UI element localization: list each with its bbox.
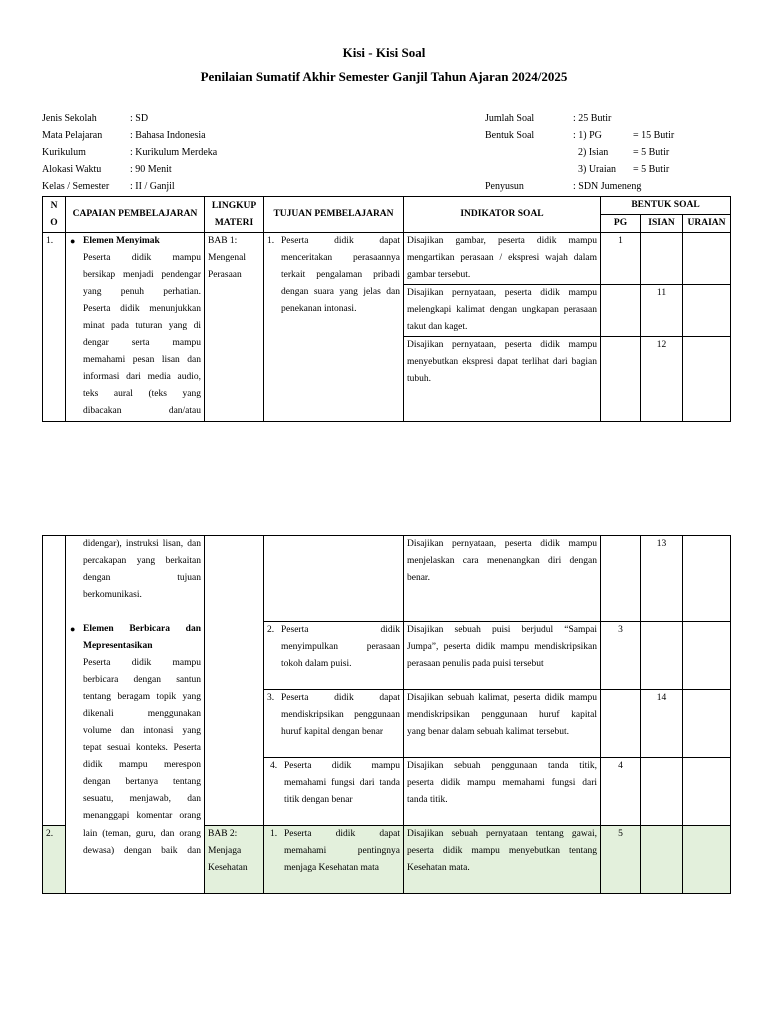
cell-isian xyxy=(641,622,683,690)
header-bentuk-soal: BENTUK SOAL xyxy=(601,197,731,215)
cell-tujuan xyxy=(264,826,404,894)
document-title: Kisi - Kisi Soal xyxy=(342,45,426,60)
cell-tujuan xyxy=(264,536,404,622)
info-value: = 15 Butir xyxy=(633,130,675,141)
header-lingkup: LINGKUP MATERI xyxy=(205,197,264,233)
tp-line: Peserta didik mampu xyxy=(284,761,400,771)
cell-uraian xyxy=(683,758,731,826)
info-value: : Bahasa Indonesia xyxy=(130,130,206,141)
tp-line: Peserta didik dapat xyxy=(281,693,400,703)
info-label: Bentuk Soal xyxy=(485,130,535,141)
info-value: : 1) PG xyxy=(573,130,602,141)
info-value: 3) Uraian xyxy=(578,164,617,175)
indikator-line: mengartikan perasaan / ekspresi wajah dalam xyxy=(407,253,597,263)
info-row xyxy=(42,178,442,195)
indikator-line: takut dan kaget. xyxy=(407,322,468,332)
tp-number: 4. xyxy=(270,761,278,771)
cell-tujuan xyxy=(264,758,404,826)
lingkup-line: Menjaga xyxy=(208,846,242,856)
tp-line: menceritakan perasaannya xyxy=(281,253,400,263)
lingkup-line: Kesehatan xyxy=(208,863,248,873)
document-subtitle: Penilaian Sumatif Akhir Semester Ganjil Tahun Ajaran 2024/2025 xyxy=(200,69,568,84)
info-row xyxy=(485,110,735,127)
header-indikator: INDIKATOR SOAL xyxy=(404,197,601,233)
cp-line: bersikap menjadi pendengar xyxy=(83,270,201,280)
cp-line: tepat sesuai konteks. Peserta xyxy=(83,743,201,753)
cell-indikator xyxy=(404,758,601,826)
tp-line: Peserta didik dapat xyxy=(281,236,400,246)
indikator-line: peserta didik mampu memahami fungsi dari xyxy=(407,778,597,788)
tp-number: 3. xyxy=(267,693,275,703)
cell-lingkup xyxy=(205,826,264,894)
info-row xyxy=(485,144,735,161)
indikator-line: menjelaskan cara menenangkan diri dengan xyxy=(407,556,597,566)
cp-line: didengar), instruksi lisan, dan xyxy=(83,539,201,549)
cell-no: 2. xyxy=(43,826,66,894)
indikator-line: benar. xyxy=(407,573,430,583)
info-row xyxy=(485,178,735,195)
cp-line: tentang beragam topik yang xyxy=(83,692,201,702)
cp-line: berbicara dengan santun xyxy=(83,675,201,685)
cell-indikator xyxy=(404,285,601,337)
indikator-line: peserta didik mampu menyebutkan tentang xyxy=(407,846,597,856)
info-label: Alokasi Waktu xyxy=(42,164,102,175)
cp-line: berkomunikasi. xyxy=(83,590,142,600)
cell-isian xyxy=(641,758,683,826)
cell-tujuan xyxy=(264,233,404,422)
indikator-line: Disajikan sebuah pernyataan tentang gawai, xyxy=(407,829,597,839)
info-right-block xyxy=(485,110,735,195)
cp-line: minat pada tuturan yang di xyxy=(83,321,201,331)
cp-line: yang penuh perhatian. xyxy=(83,287,201,297)
header-uraian: URAIAN xyxy=(683,215,731,233)
cell-indikator xyxy=(404,233,601,285)
cell-isian: 12 xyxy=(641,337,683,422)
kisi-table-row-2 xyxy=(42,825,731,894)
tp-line: Peserta didik dapat xyxy=(284,829,400,839)
info-row xyxy=(42,144,442,161)
cell-capaian xyxy=(66,826,205,894)
cell-no: 1. xyxy=(43,233,66,422)
cell-uraian xyxy=(683,826,731,894)
cell-uraian xyxy=(683,622,731,690)
cp-line: volume dan intonasi yang xyxy=(83,726,201,736)
indikator-line: Disajikan sebuah puisi berjudul “Sampai xyxy=(407,625,597,635)
info-label: Kelas / Semester xyxy=(42,181,110,192)
tp-line: menjaga Kesehatan mata xyxy=(284,863,379,873)
cell-uraian xyxy=(683,536,731,622)
lingkup-line: Mengenal xyxy=(208,253,246,263)
indikator-line: Disajikan gambar, peserta didik mampu xyxy=(407,236,597,246)
cell-capaian xyxy=(66,233,205,422)
header-no: N O xyxy=(43,197,66,233)
cp-line: percakapan yang berkaitan xyxy=(83,556,201,566)
tp-number: 1. xyxy=(267,236,275,246)
info-row xyxy=(485,127,735,144)
lingkup-line: BAB 1: xyxy=(208,236,238,246)
cell-lingkup xyxy=(205,233,264,422)
info-label: Kurikulum xyxy=(42,147,86,158)
indikator-line: Kesehatan mata. xyxy=(407,863,470,873)
cell-pg xyxy=(601,536,641,622)
info-value: : SDN Jumeneng xyxy=(573,181,642,192)
cell-indikator xyxy=(404,337,601,422)
info-value: : 25 Butir xyxy=(573,113,612,124)
tp-line: mendiskripsikan penggunaan xyxy=(281,710,400,720)
info-row xyxy=(42,127,442,144)
cell-pg xyxy=(601,337,641,422)
tp-line: terkait pengalaman pribadi xyxy=(281,270,400,280)
cell-uraian xyxy=(683,337,731,422)
cp-line: informasi dari media audio, xyxy=(83,372,201,382)
indikator-line: tubuh. xyxy=(407,374,432,384)
cp-line: teks aural (teks yang xyxy=(83,389,201,399)
cp-line: dewasa) dengan baik dan xyxy=(83,845,201,856)
tp-line: Peserta didik xyxy=(281,625,400,635)
cp-line: memahami pesan lisan dan xyxy=(83,355,201,365)
cp-line: Peserta didik mampu xyxy=(83,658,201,668)
cp-line: lain (teman, guru, dan orang xyxy=(83,828,201,839)
info-label: Mata Pelajaran xyxy=(42,130,103,141)
elemen-heading: Elemen Menyimak xyxy=(83,236,160,246)
cell-tujuan xyxy=(264,622,404,690)
indikator-line: yang benar dalam sebuah kalimat tersebut. xyxy=(407,727,569,737)
cp-line: dengar serta mampu xyxy=(83,338,201,348)
cp-line: sesuatu, menjawab, dan xyxy=(83,794,201,804)
cell-capaian xyxy=(66,536,205,826)
tp-line: penekanan intonasi. xyxy=(281,304,357,314)
cell-pg xyxy=(601,285,641,337)
kisi-table-page-2 xyxy=(42,535,731,826)
tp-line: huruf kapital dengan benar xyxy=(281,727,384,737)
info-row xyxy=(485,161,735,178)
header-pg: PG xyxy=(601,215,641,233)
info-row xyxy=(42,161,442,178)
info-value: : 90 Menit xyxy=(130,164,172,175)
tp-line: memahami fungsi dari tanda xyxy=(284,778,400,788)
cell-pg: 5 xyxy=(601,826,641,894)
indikator-line: Disajikan pernyataan, peserta didik mampu xyxy=(407,288,597,298)
tp-line: dengan suara yang jelas dan xyxy=(281,287,400,297)
indikator-line: mendiskripsikan penggunaan huruf kapital xyxy=(407,710,597,720)
tp-line: memahami pentingnya xyxy=(284,846,400,856)
tp-line: titik dengan benar xyxy=(284,795,353,805)
tp-line: menyimpulkan perasaan xyxy=(281,642,400,652)
indikator-line: Jumpa”, peserta didik mampu mendiskripsikan xyxy=(407,642,597,652)
cp-line: Peserta didik menunjukkan xyxy=(83,304,201,314)
lingkup-line: Perasaan xyxy=(208,270,242,280)
cell-isian xyxy=(641,233,683,285)
tp-number: 1. xyxy=(270,829,278,839)
info-value: : SD xyxy=(130,113,149,124)
info-value: 2) Isian xyxy=(578,147,609,158)
cell-indikator xyxy=(404,690,601,758)
cp-line: didik mampu merespon xyxy=(83,760,201,770)
header-capaian: CAPAIAN PEMBELAJARAN xyxy=(66,197,205,233)
header-isian: ISIAN xyxy=(641,215,683,233)
info-value: : Kurikulum Merdeka xyxy=(130,147,218,158)
tp-line: tokoh dalam puisi. xyxy=(281,659,352,669)
info-value: : II / Ganjil xyxy=(130,181,175,192)
cell-pg: 4 xyxy=(601,758,641,826)
info-row xyxy=(42,110,442,127)
cell-pg: 1 xyxy=(601,233,641,285)
info-label: Penyusun xyxy=(485,181,524,192)
tp-number: 2. xyxy=(267,625,275,635)
cp-line: dengan tujuan xyxy=(83,573,201,583)
cell-tujuan xyxy=(264,690,404,758)
cell-pg xyxy=(601,690,641,758)
indikator-line: tanda titik. xyxy=(407,795,448,805)
cell-isian: 11 xyxy=(641,285,683,337)
kisi-table-page-1 xyxy=(42,196,731,422)
info-label: Jumlah Soal xyxy=(485,113,535,124)
info-value: = 5 Butir xyxy=(633,147,670,158)
cp-line: dikenali menggunakan xyxy=(83,709,201,719)
cell-pg: 3 xyxy=(601,622,641,690)
indikator-line: menyebutkan ekspresi dapat terlihat dari bagian xyxy=(407,357,597,367)
cell-uraian xyxy=(683,690,731,758)
elemen-heading: Elemen Berbicara dan xyxy=(83,624,201,634)
indikator-line: Disajikan sebuah kalimat, peserta didik mampu xyxy=(407,693,597,703)
indikator-line: Disajikan sebuah penggunaan tanda titik, xyxy=(407,761,597,771)
indikator-line: melengkapi kalimat dengan ungkapan perasaan xyxy=(407,305,597,315)
indikator-line: Disajikan pernyataan, peserta didik mampu xyxy=(407,539,597,549)
bullet-icon: ● xyxy=(70,624,76,634)
lingkup-line: BAB 2: xyxy=(208,829,238,839)
cell-lingkup xyxy=(205,536,264,826)
cp-line: dibacakan dan/atau xyxy=(83,406,201,416)
cell-uraian xyxy=(683,233,731,285)
cell-no xyxy=(43,536,66,826)
info-left-block xyxy=(42,110,442,195)
info-value: = 5 Butir xyxy=(633,164,670,175)
indikator-line: gambar tersebut. xyxy=(407,270,471,280)
cell-indikator xyxy=(404,622,601,690)
elemen-heading: Mepresentasikan xyxy=(83,641,153,651)
cp-line: dengan bertanya tentang xyxy=(83,777,201,787)
cell-isian: 14 xyxy=(641,690,683,758)
cell-isian: 13 xyxy=(641,536,683,622)
cp-line: menanggapi komentar orang xyxy=(83,811,201,821)
info-label: Jenis Sekolah xyxy=(42,113,97,124)
cell-uraian xyxy=(683,285,731,337)
cell-indikator xyxy=(404,826,601,894)
indikator-line: Disajikan pernyataan, peserta didik mampu xyxy=(407,340,597,350)
cp-line: Peserta didik mampu xyxy=(83,253,201,263)
header-tujuan: TUJUAN PEMBELAJARAN xyxy=(264,197,404,233)
cell-isian xyxy=(641,826,683,894)
indikator-line: perasaan penulis pada puisi tersebut xyxy=(407,659,544,669)
bullet-icon: ● xyxy=(70,236,76,246)
cell-indikator xyxy=(404,536,601,622)
